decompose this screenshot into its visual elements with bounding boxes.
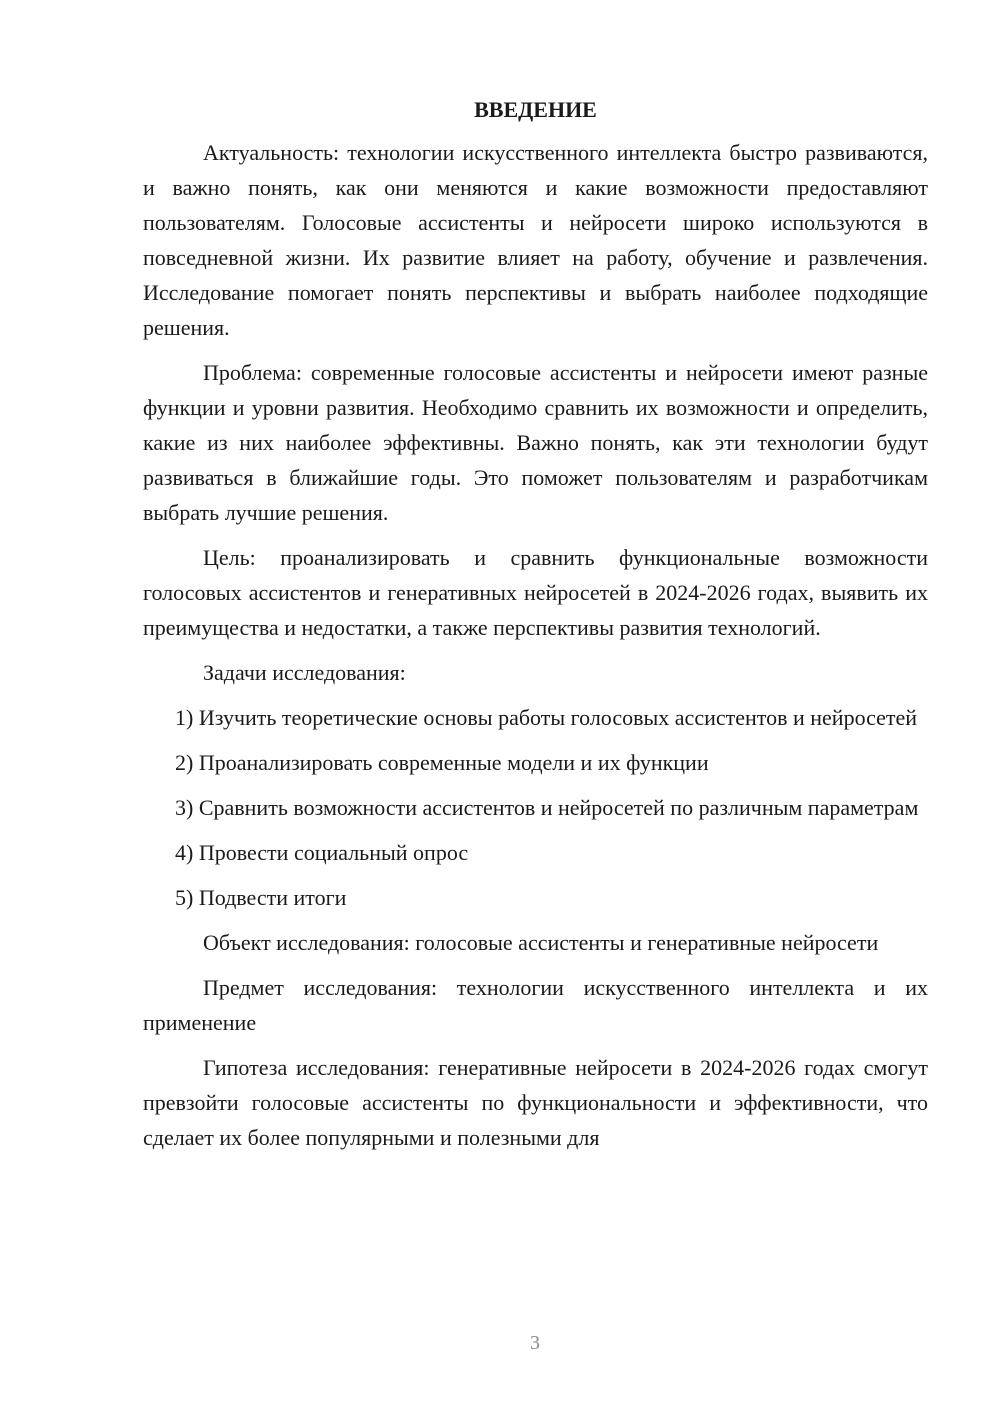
page-content bbox=[143, 95, 928, 1165]
tasks-heading: Задачи исследования: bbox=[203, 660, 406, 685]
task-item-3: 3) Сравнить возможности ассистентов и нейросетей по различным параметрам bbox=[175, 795, 919, 820]
task-item-4: 4) Провести социальный опрос bbox=[175, 840, 469, 865]
task-item-5: 5) Подвести итоги bbox=[175, 885, 347, 910]
paragraph-subject: Предмет исследования: технологии искусственного интеллекта и их применение bbox=[143, 975, 928, 1035]
paragraph-hypothesis: Гипотеза исследования: генеративные нейросети в 2024-2026 годах смогут превзойти голосовые ассистенты по функциональности и эффективности, что сделает их более популярными и полезными для bbox=[143, 1055, 928, 1150]
paragraph-goal: Цель: проанализировать и сравнить функциональные возможности голосовых ассистентов и генеративных нейросетей в 2024-2026 годах, выявить их преимущества и недостатки, а также перспективы развития технологий. bbox=[143, 545, 928, 640]
paragraph-problem: Проблема: современные голосовые ассистенты и нейросети имеют разные функции и уровни развития. Необходимо сравнить их возможности и определить, какие из них наиболее эффективны. Важно понять, как эти технологии будут развиваться в ближайшие годы. Это поможет пользователям и разработчикам выбрать лучшие решения. bbox=[143, 360, 928, 525]
paragraph-relevance: Актуальность: технологии искусственного интеллекта быстро развиваются, и важно понять, как они меняются и какие возможности предоставляют пользователям. Голосовые ассистенты и нейросети широко используются в повседневной жизни. Их развитие влияет на работу, обучение и развлечения. Исследование помогает понять перспективы и выбрать наиболее подходящие решения. bbox=[143, 140, 928, 340]
page-number: 3 bbox=[530, 1332, 540, 1354]
section-title: ВВЕДЕНИЕ bbox=[474, 97, 597, 122]
paragraph-object: Объект исследования: голосовые ассистенты и генеративные нейросети bbox=[203, 930, 879, 955]
task-item-1: 1) Изучить теоретические основы работы голосовых ассистентов и нейросетей bbox=[175, 705, 918, 730]
task-item-2: 2) Проанализировать современные модели и их функции bbox=[175, 750, 709, 775]
